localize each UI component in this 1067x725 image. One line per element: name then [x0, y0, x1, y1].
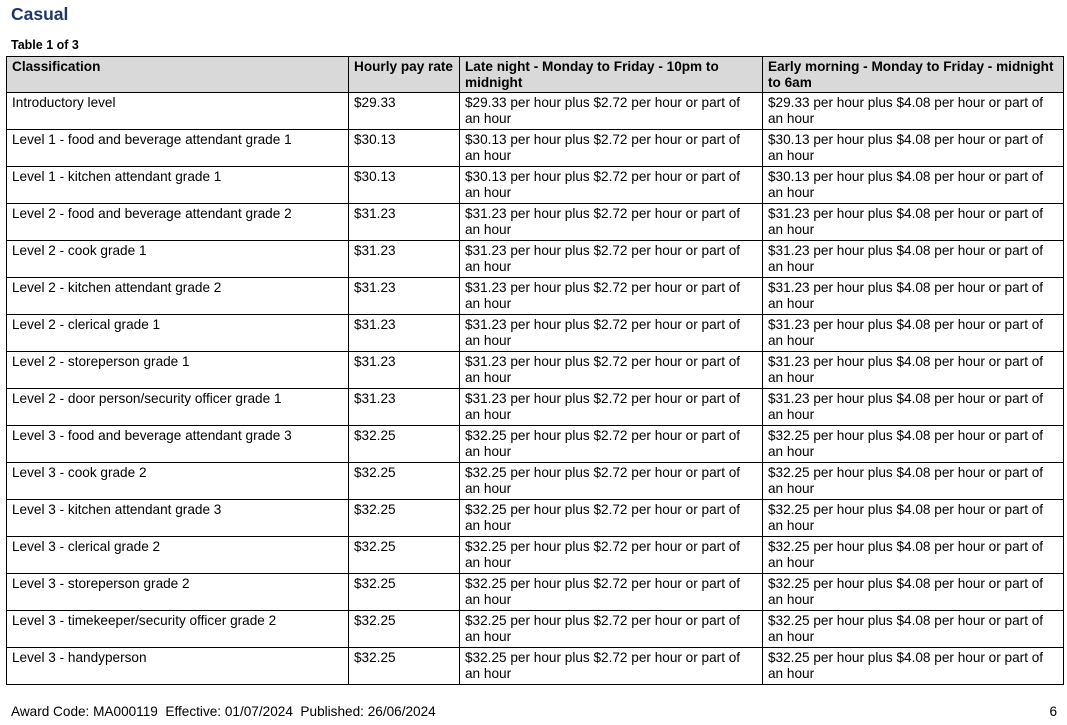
- cell-hourly-pay-rate: $29.33: [349, 93, 460, 130]
- table-body: [7, 93, 1064, 685]
- cell-classification: Level 3 - food and beverage attendant grade 3: [7, 426, 349, 463]
- section-heading: Casual: [11, 4, 69, 24]
- cell-classification: Introductory level: [7, 93, 349, 130]
- cell-early-morning-rate: $32.25 per hour plus $4.08 per hour or part of an hour: [763, 426, 1064, 463]
- cell-late-night-rate: $32.25 per hour plus $2.72 per hour or part of an hour: [460, 611, 763, 648]
- cell-hourly-pay-rate: $31.23: [349, 204, 460, 241]
- cell-hourly-pay-rate: $31.23: [349, 241, 460, 278]
- cell-classification: Level 2 - door person/security officer grade 1: [7, 389, 349, 426]
- cell-late-night-rate: $32.25 per hour plus $2.72 per hour or part of an hour: [460, 537, 763, 574]
- table-row: [7, 537, 1064, 574]
- table-row: [7, 278, 1064, 315]
- table-row: [7, 167, 1064, 204]
- cell-hourly-pay-rate: $32.25: [349, 500, 460, 537]
- table-row: [7, 241, 1064, 278]
- cell-late-night-rate: $31.23 per hour plus $2.72 per hour or part of an hour: [460, 315, 763, 352]
- table-row: [7, 426, 1064, 463]
- cell-classification: Level 3 - timekeeper/security officer grade 2: [7, 611, 349, 648]
- column-header-hourly-pay-rate: Hourly pay rate: [349, 57, 460, 93]
- cell-classification: Level 1 - food and beverage attendant grade 1: [7, 130, 349, 167]
- table-row: [7, 315, 1064, 352]
- table-row: [7, 611, 1064, 648]
- cell-hourly-pay-rate: $32.25: [349, 574, 460, 611]
- cell-early-morning-rate: $32.25 per hour plus $4.08 per hour or part of an hour: [763, 574, 1064, 611]
- table-row: [7, 463, 1064, 500]
- cell-late-night-rate: $30.13 per hour plus $2.72 per hour or part of an hour: [460, 167, 763, 204]
- cell-hourly-pay-rate: $32.25: [349, 648, 460, 685]
- cell-classification: Level 3 - clerical grade 2: [7, 537, 349, 574]
- cell-early-morning-rate: $30.13 per hour plus $4.08 per hour or part of an hour: [763, 130, 1064, 167]
- cell-late-night-rate: $29.33 per hour plus $2.72 per hour or part of an hour: [460, 93, 763, 130]
- cell-hourly-pay-rate: $32.25: [349, 426, 460, 463]
- cell-early-morning-rate: $29.33 per hour plus $4.08 per hour or part of an hour: [763, 93, 1064, 130]
- cell-hourly-pay-rate: $32.25: [349, 611, 460, 648]
- column-header-late-night: Late night - Monday to Friday - 10pm to midnight: [460, 57, 763, 93]
- cell-hourly-pay-rate: $31.23: [349, 315, 460, 352]
- cell-late-night-rate: $31.23 per hour plus $2.72 per hour or part of an hour: [460, 278, 763, 315]
- cell-classification: Level 1 - kitchen attendant grade 1: [7, 167, 349, 204]
- table-header-row: [7, 57, 1064, 93]
- cell-late-night-rate: $31.23 per hour plus $2.72 per hour or part of an hour: [460, 241, 763, 278]
- cell-hourly-pay-rate: $31.23: [349, 278, 460, 315]
- cell-hourly-pay-rate: $31.23: [349, 389, 460, 426]
- cell-classification: Level 2 - clerical grade 1: [7, 315, 349, 352]
- cell-late-night-rate: $31.23 per hour plus $2.72 per hour or part of an hour: [460, 389, 763, 426]
- cell-classification: Level 3 - handyperson: [7, 648, 349, 685]
- cell-hourly-pay-rate: $30.13: [349, 167, 460, 204]
- column-header-classification: Classification: [7, 57, 349, 93]
- cell-late-night-rate: $32.25 per hour plus $2.72 per hour or part of an hour: [460, 463, 763, 500]
- cell-early-morning-rate: $32.25 per hour plus $4.08 per hour or part of an hour: [763, 463, 1064, 500]
- cell-early-morning-rate: $32.25 per hour plus $4.08 per hour or part of an hour: [763, 611, 1064, 648]
- cell-classification: Level 2 - food and beverage attendant grade 2: [7, 204, 349, 241]
- cell-hourly-pay-rate: $32.25: [349, 463, 460, 500]
- table-row: [7, 204, 1064, 241]
- column-header-early-morning: Early morning - Monday to Friday - midnight to 6am: [763, 57, 1064, 93]
- cell-classification: Level 3 - kitchen attendant grade 3: [7, 500, 349, 537]
- cell-late-night-rate: $31.23 per hour plus $2.72 per hour or part of an hour: [460, 352, 763, 389]
- cell-early-morning-rate: $31.23 per hour plus $4.08 per hour or part of an hour: [763, 278, 1064, 315]
- table-row: [7, 389, 1064, 426]
- cell-late-night-rate: $32.25 per hour plus $2.72 per hour or part of an hour: [460, 500, 763, 537]
- cell-early-morning-rate: $31.23 per hour plus $4.08 per hour or part of an hour: [763, 315, 1064, 352]
- cell-late-night-rate: $32.25 per hour plus $2.72 per hour or part of an hour: [460, 648, 763, 685]
- cell-early-morning-rate: $31.23 per hour plus $4.08 per hour or part of an hour: [763, 241, 1064, 278]
- cell-classification: Level 2 - cook grade 1: [7, 241, 349, 278]
- cell-classification: Level 2 - storeperson grade 1: [7, 352, 349, 389]
- pay-rates-table: [6, 56, 1064, 685]
- cell-hourly-pay-rate: $31.23: [349, 352, 460, 389]
- cell-late-night-rate: $32.25 per hour plus $2.72 per hour or part of an hour: [460, 426, 763, 463]
- table-row: [7, 130, 1064, 167]
- cell-early-morning-rate: $31.23 per hour plus $4.08 per hour or part of an hour: [763, 389, 1064, 426]
- cell-early-morning-rate: $31.23 per hour plus $4.08 per hour or part of an hour: [763, 352, 1064, 389]
- cell-hourly-pay-rate: $32.25: [349, 537, 460, 574]
- table-row: [7, 93, 1064, 130]
- page-number: 6: [1049, 704, 1057, 719]
- cell-hourly-pay-rate: $30.13: [349, 130, 460, 167]
- table-row: [7, 574, 1064, 611]
- cell-classification: Level 3 - cook grade 2: [7, 463, 349, 500]
- cell-early-morning-rate: $32.25 per hour plus $4.08 per hour or part of an hour: [763, 537, 1064, 574]
- table-row: [7, 648, 1064, 685]
- cell-early-morning-rate: $32.25 per hour plus $4.08 per hour or part of an hour: [763, 648, 1064, 685]
- cell-late-night-rate: $30.13 per hour plus $2.72 per hour or part of an hour: [460, 130, 763, 167]
- cell-late-night-rate: $32.25 per hour plus $2.72 per hour or part of an hour: [460, 574, 763, 611]
- table-row: [7, 500, 1064, 537]
- cell-early-morning-rate: $32.25 per hour plus $4.08 per hour or part of an hour: [763, 500, 1064, 537]
- cell-late-night-rate: $31.23 per hour plus $2.72 per hour or part of an hour: [460, 204, 763, 241]
- cell-early-morning-rate: $30.13 per hour plus $4.08 per hour or part of an hour: [763, 167, 1064, 204]
- footer-award-info: Award Code: MA000119 Effective: 01/07/2024 Published: 26/06/2024: [11, 704, 436, 719]
- table-row: [7, 352, 1064, 389]
- cell-classification: Level 2 - kitchen attendant grade 2: [7, 278, 349, 315]
- cell-classification: Level 3 - storeperson grade 2: [7, 574, 349, 611]
- table-caption: Table 1 of 3: [11, 38, 79, 52]
- cell-early-morning-rate: $31.23 per hour plus $4.08 per hour or part of an hour: [763, 204, 1064, 241]
